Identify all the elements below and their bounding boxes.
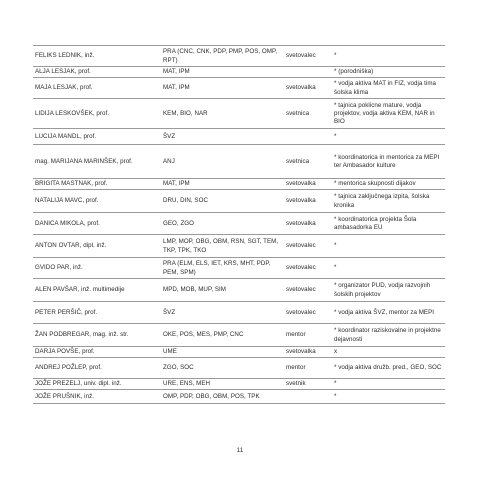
duties-cell: * koordinatorica in mentorica za MEPI ter Ambasador kulture — [332, 145, 445, 179]
duties-cell: * koordinatorica projekta Šola ambasadorka EU — [332, 213, 445, 235]
duties-cell: * vodja aktiva družb. pred., GEO, SOC — [332, 358, 445, 379]
table-row — [33, 145, 445, 179]
subjects-cell: ŠVZ — [161, 129, 284, 145]
table-row — [33, 235, 445, 258]
teacher-name-cell: JOŽE PREZELJ, univ. dipl. inž. — [33, 379, 161, 390]
duties-cell: * tajnica zaključnega izpita, šolska kronika — [332, 190, 445, 213]
teacher-name-cell: ANDREJ POŽLEP, prof. — [33, 358, 161, 379]
title-cell: svetovalec — [284, 302, 332, 324]
subjects-cell: ZGO, SOC — [161, 358, 284, 379]
teacher-name-cell: LUCIJA MANDL, prof. — [33, 129, 161, 145]
teacher-name-cell: ALEN PAVŠAR, inž. multimedije — [33, 279, 161, 302]
subjects-cell: GEO, ZGO — [161, 213, 284, 235]
duties-cell: * — [332, 258, 445, 279]
teacher-name-cell: BRIGITA MASTNAK, prof. — [33, 179, 161, 190]
duties-cell: * vodja aktiva ŠVZ, mentor za MEPI — [332, 302, 445, 324]
subjects-cell: ANJ — [161, 145, 284, 179]
table-row — [33, 78, 445, 99]
title-cell: svetnik — [284, 379, 332, 390]
teacher-name-cell: JOŽE PRUŠNIK, inž. — [33, 390, 161, 404]
teacher-name-cell: DANICA MIKOLA, prof. — [33, 213, 161, 235]
title-cell: svetovalka — [284, 190, 332, 213]
table-row — [33, 279, 445, 302]
subjects-cell: MAT, IPM — [161, 179, 284, 190]
title-cell: svetnica — [284, 99, 332, 129]
subjects-cell: MPD, MOB, MUP, SIM — [161, 279, 284, 302]
subjects-cell: OMP, PDP, OBG, OBM, POS, TPK — [161, 390, 284, 404]
title-cell: svetovalec — [284, 46, 332, 67]
subjects-cell: ŠVZ — [161, 302, 284, 324]
subjects-cell: LMP, MOP, OBG, OBM, RSN, SGT, TEM, TKP, TPK, TKO — [161, 235, 284, 258]
table-row — [33, 358, 445, 379]
table-row — [33, 302, 445, 324]
duties-cell: * — [332, 390, 445, 404]
title-cell: svetovalec — [284, 235, 332, 258]
subjects-cell: OKE, POS, MES, PMP, CNC — [161, 324, 284, 347]
table-row — [33, 67, 445, 78]
subjects-cell: UME — [161, 347, 284, 358]
teacher-name-cell: ALJA LESJAK, prof. — [33, 67, 161, 78]
subjects-cell: URE, ENS, MEH — [161, 379, 284, 390]
table-row — [33, 390, 445, 404]
duties-cell: * — [332, 235, 445, 258]
duties-cell: * tajnica poklicne mature, vodja projektov, vodja aktiva KEM, NAR in BIO — [332, 99, 445, 129]
teacher-name-cell: mag. MARIJANA MARINŠEK, prof. — [33, 145, 161, 179]
subjects-cell: DRU, DIN, SOC — [161, 190, 284, 213]
subjects-cell: MAT, IPM — [161, 67, 284, 78]
subjects-cell: PRA (CNC, CNK, PDP, PMP, POS, OMP, RPT) — [161, 46, 284, 67]
duties-cell: * — [332, 129, 445, 145]
staff-table-body — [33, 46, 445, 404]
staff-table — [33, 45, 445, 404]
title-cell — [284, 67, 332, 78]
table-row — [33, 46, 445, 67]
duties-cell: * (porodniška) — [332, 67, 445, 78]
duties-cell: * — [332, 46, 445, 67]
duties-cell: * mentorica skupnosti dijakov — [332, 179, 445, 190]
subjects-cell: KEM, BIO, NAR — [161, 99, 284, 129]
title-cell: svetovalka — [284, 213, 332, 235]
table-row — [33, 190, 445, 213]
duties-cell: * organizator PUD, vodja razvojnih šolskih projektov — [332, 279, 445, 302]
title-cell — [284, 129, 332, 145]
teacher-name-cell: DARJA POVŠE, prof. — [33, 347, 161, 358]
table-row — [33, 99, 445, 129]
subjects-cell: PRA (ELM, ELS, IET, KRS, MHT, PDP, PEM, SPM) — [161, 258, 284, 279]
title-cell: svetovalka — [284, 179, 332, 190]
teacher-name-cell: MAJA LESJAK, prof. — [33, 78, 161, 99]
table-row — [33, 179, 445, 190]
title-cell: svetovalec — [284, 279, 332, 302]
title-cell: mentor — [284, 358, 332, 379]
title-cell: svetnica — [284, 145, 332, 179]
page-number: 11 — [236, 447, 244, 454]
teacher-name-cell: ANTON OVTAR, dipl. inž. — [33, 235, 161, 258]
table-row — [33, 347, 445, 358]
title-cell: mentor — [284, 324, 332, 347]
title-cell: svetovalec — [284, 258, 332, 279]
duties-cell: * — [332, 379, 445, 390]
teacher-name-cell: GVIDO PAR, inž. — [33, 258, 161, 279]
title-cell — [284, 390, 332, 404]
table-row — [33, 324, 445, 347]
teacher-name-cell: FELIKS LEDNIK, inž. — [33, 46, 161, 67]
table-row — [33, 379, 445, 390]
table-row — [33, 213, 445, 235]
teacher-name-cell: NATALIJA MAVC, prof. — [33, 190, 161, 213]
subjects-cell: MAT, IPM — [161, 78, 284, 99]
duties-cell: * koordinator raziskovalne in projektne dejavnosti — [332, 324, 445, 347]
table-row — [33, 129, 445, 145]
teacher-name-cell: LIDIJA LESKOVŠEK, prof. — [33, 99, 161, 129]
teacher-name-cell: ŽAN PODBREGAR, mag. inž. str. — [33, 324, 161, 347]
duties-cell: * vodja aktiva MAT in FIZ, vodja tima šolska klima — [332, 78, 445, 99]
title-cell: svetovalka — [284, 78, 332, 99]
table-row — [33, 258, 445, 279]
title-cell: svetovalka — [284, 347, 332, 358]
teacher-name-cell: PETER PERŠIČ, prof. — [33, 302, 161, 324]
duties-cell: x — [332, 347, 445, 358]
